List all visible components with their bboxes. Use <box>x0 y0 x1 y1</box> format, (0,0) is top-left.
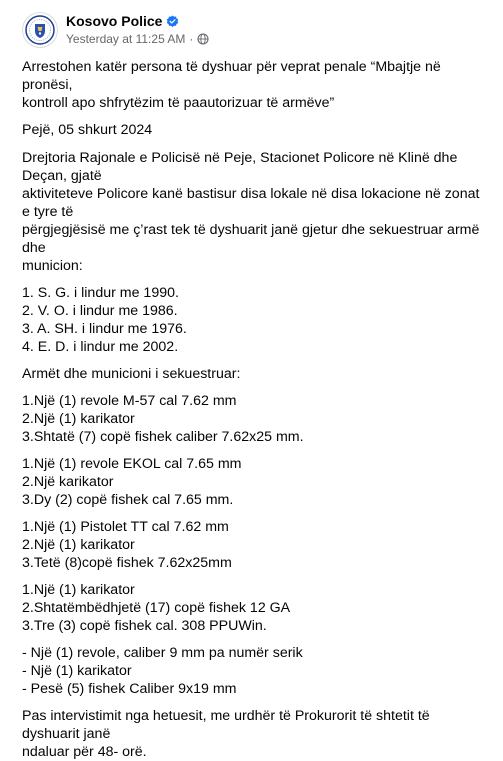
intro-line: Drejtoria Rajonale e Policisë në Peje, Stacionet Policore në Klinë dhe Deçan, gjatë <box>22 150 458 184</box>
page-name-link[interactable]: Kosovo Police <box>66 13 163 29</box>
seized-item: - Një (1) karikator <box>22 663 132 679</box>
suspect-item: 3. A. SH. i lindur me 1976. <box>22 321 187 337</box>
seized-item: 1.Një (1) karikator <box>22 582 135 598</box>
post-timestamp[interactable]: Yesterday at 11:25 AM <box>66 32 186 46</box>
intro-line: përgjegjësisë me ç’rast tek të dyshuarit janë gjetur dhe sekuestruar armë dhe <box>22 222 480 256</box>
page-avatar[interactable] <box>22 12 58 48</box>
seized-item: 2.Një (1) karikator <box>22 537 135 553</box>
closing-line: ndaluar për 48- orë. <box>22 744 147 760</box>
suspect-item: 4. E. D. i lindur me 2002. <box>22 339 179 355</box>
seized-item: - Një (1) revole, caliber 9 mm pa numër serik <box>22 645 303 661</box>
seized-item: 3.Shtatë (7) copë fishek caliber 7.62x25 mm. <box>22 429 304 445</box>
intro-line: aktiviteteve Policore kanë bastisur disa lokale në disa lokacione në zonat e tyre të <box>22 186 480 220</box>
closing-line: Pas intervistimit nga hetuesit, me urdhër të Prokurorit të shtetit të dyshuarit janë <box>22 708 430 742</box>
seized-item: 2.Shtatëmbëdhjetë (17) copë fishek 12 GA <box>22 600 291 616</box>
seized-item: 2.Një (1) karikator <box>22 411 135 427</box>
seized-item: 3.Tre (3) copë fishek cal. 308 PPUWin. <box>22 618 267 634</box>
suspect-item: 1. S. G. i lindur me 1990. <box>22 285 179 301</box>
page-name-row <box>66 13 209 29</box>
headline-line: Arrestohen katër persona të dyshuar për veprat penale “Mbajtje në pronësi, <box>22 59 441 93</box>
seized-item: 2.Një karikator <box>22 474 114 490</box>
suspect-item: 2. V. O. i lindur me 1986. <box>22 303 178 319</box>
seized-heading: Armët dhe municioni i sekuestruar: <box>22 366 241 382</box>
headline-line: kontroll apo shfrytëzim të paautorizuar të armëve” <box>22 95 335 111</box>
post-subtitle <box>66 32 209 46</box>
post-header <box>22 0 487 58</box>
place-date: Pejë, 05 shkurt 2024 <box>22 122 153 138</box>
verified-badge-icon <box>166 15 179 28</box>
seized-item: 1.Një (1) revole M-57 cal 7.62 mm <box>22 393 237 409</box>
separator-dot: · <box>189 32 194 46</box>
post-meta <box>66 12 209 46</box>
seized-item: 3.Dy (2) copë fishek cal 7.65 mm. <box>22 492 234 508</box>
kosovo-police-logo-icon <box>25 15 55 45</box>
seized-item: 1.Një (1) revole EKOL cal 7.65 mm <box>22 456 242 472</box>
seized-item: 1.Një (1) Pistolet TT cal 7.62 mm <box>22 519 229 535</box>
post-body <box>22 58 487 761</box>
intro-line: municion: <box>22 258 83 274</box>
globe-icon[interactable] <box>197 33 209 45</box>
seized-item: 3.Tetë (8)copë fishek 7.62x25mm <box>22 555 232 571</box>
seized-item: - Pesë (5) fishek Caliber 9x19 mm <box>22 681 237 697</box>
